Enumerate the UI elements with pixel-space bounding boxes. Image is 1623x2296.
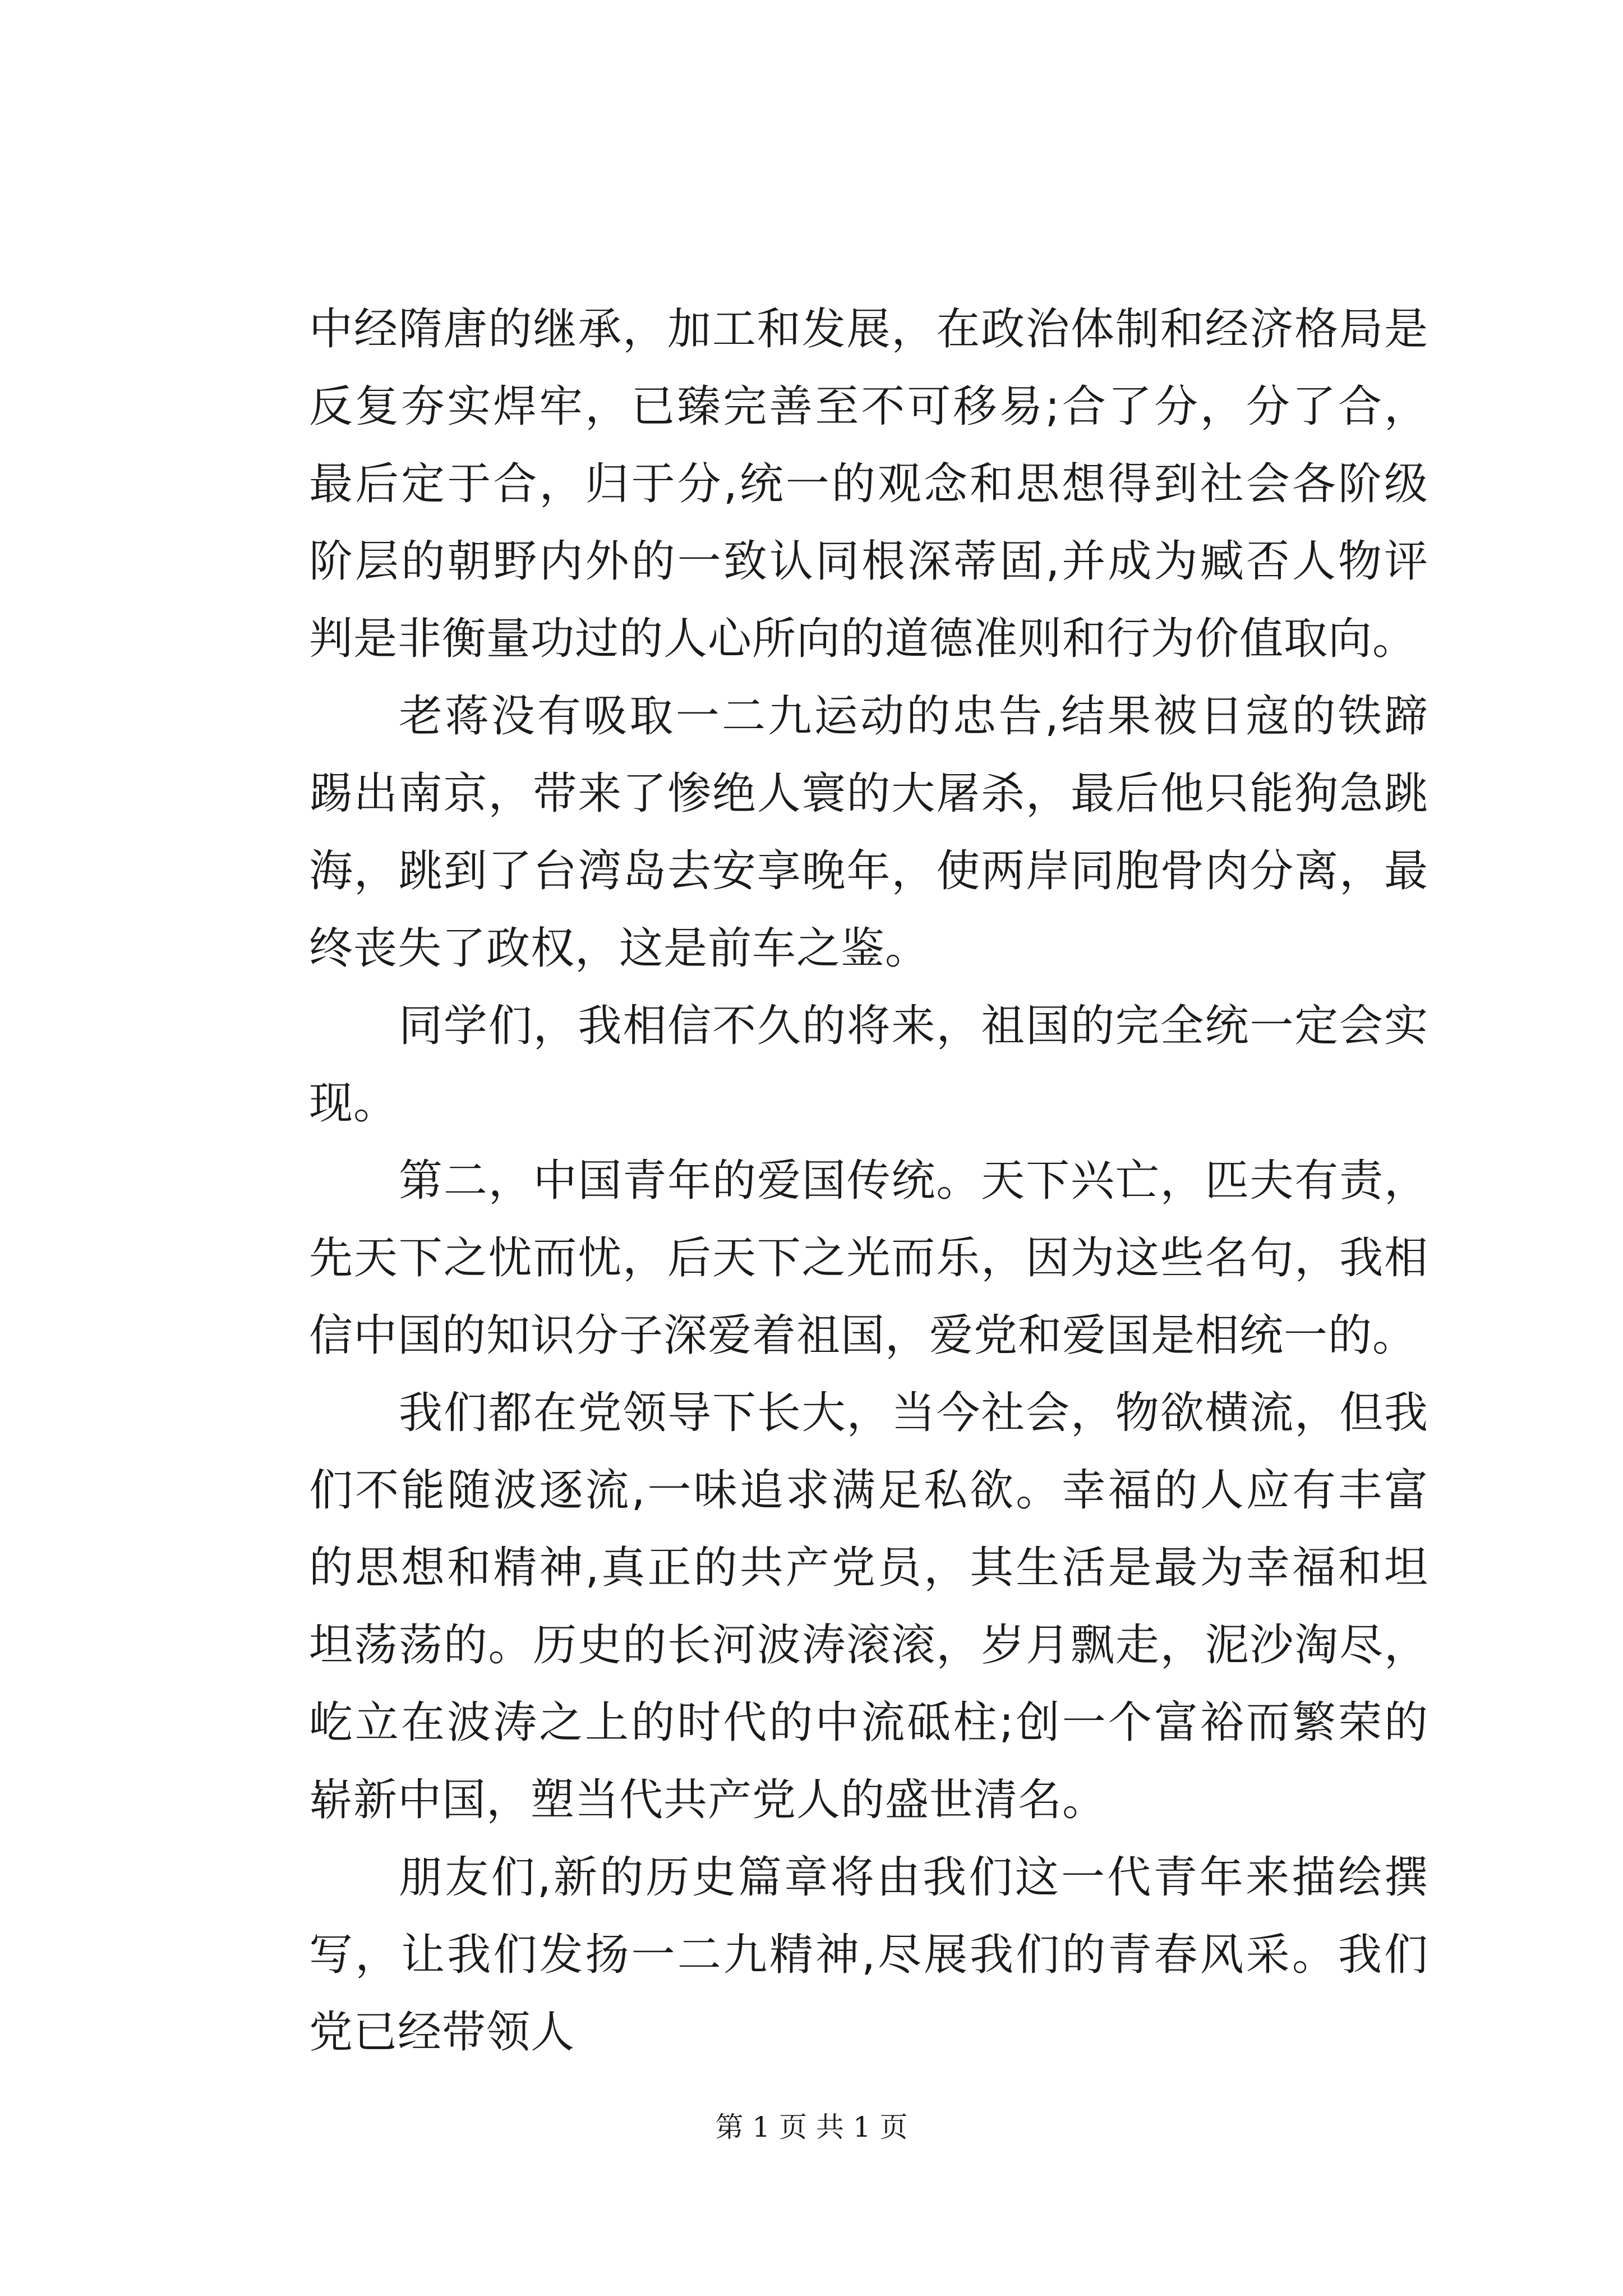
paragraph-4: 第二，中国青年的爱国传统。天下兴亡，匹夫有责，先天下之忧而忧，后天下之光而乐，因为这些名句，我相信中国的知识分子深爱着祖国，爱党和爱国是相统一的。	[309, 1156, 1428, 1361]
page-footer: 第 1 页 共 1 页	[715, 2111, 908, 2143]
paragraph-3: 同学们，我相信不久的将来，祖国的完全统一定会实现。	[309, 1001, 1428, 1129]
document-body	[309, 291, 1428, 2071]
paragraph-2: 老蒋没有吸取一二九运动的忠告,结果被日寇的铁蹄踢出南京，带来了惨绝人寰的大屠杀，最后他只能狗急跳海，跳到了台湾岛去安享晚年，使两岸同胞骨肉分离，最终丧失了政权，这是前车之鉴。	[309, 691, 1428, 974]
paragraph-5: 我们都在党领导下长大，当今社会，物欲横流，但我们不能随波逐流,一味追求满足私欲。幸福的人应有丰富的思想和精神,真正的共产党员，其生活是最为幸福和坦坦荡荡的。历史的长河波涛滚滚，岁月飘走，泥沙淘尽，屹立在波涛之上的时代的中流砥柱;创一个富裕而繁荣的崭新中国，塑当代共产党人的盛世清名。	[309, 1388, 1428, 1825]
paragraph-6: 朋友们,新的历史篇章将由我们这一代青年来描绘撰写，让我们发扬一二九精神,尽展我们的青春风采。我们党已经带领人	[309, 1852, 1428, 2058]
paragraph-1: 中经隋唐的继承，加工和发展，在政治体制和经济格局是反复夯实焊牢，已臻完善至不可移易;合了分，分了合，最后定于合，归于分,统一的观念和思想得到社会各阶级阶层的朝野内外的一致认同根深蒂固,并成为臧否人物评判是非衡量功过的人心所向的道德准则和行为价值取向。	[309, 304, 1428, 664]
